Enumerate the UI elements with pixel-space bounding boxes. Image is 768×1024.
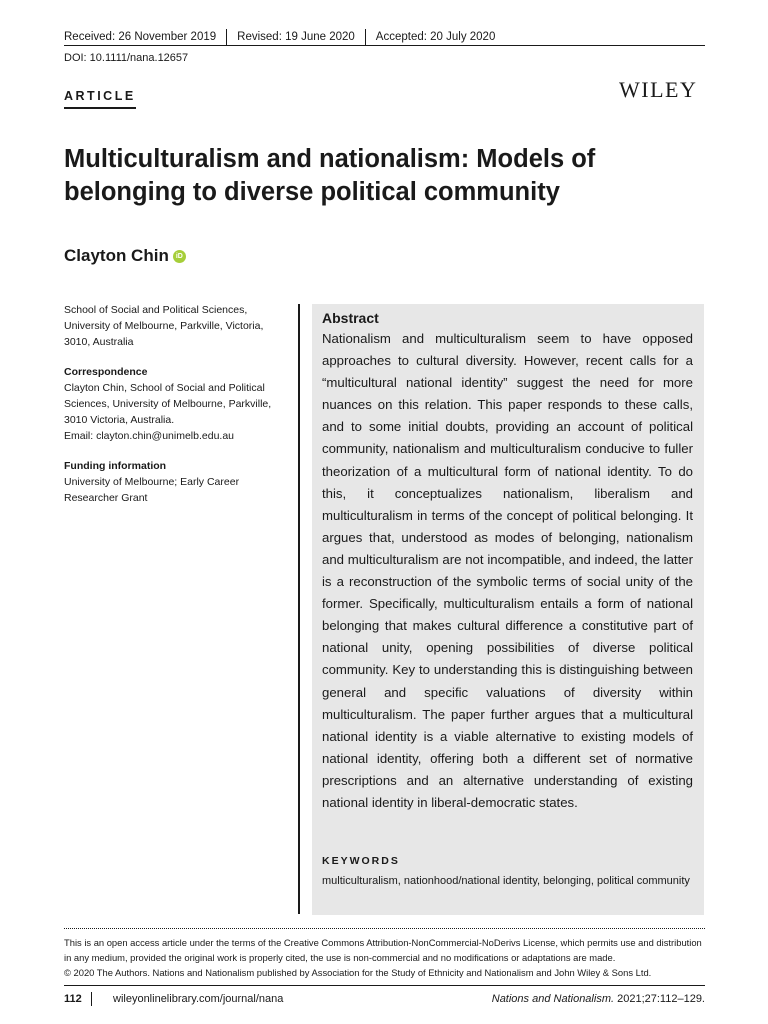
doi[interactable]: DOI: 10.1111/nana.12657: [64, 52, 189, 64]
received-date: Received: 26 November 2019: [64, 31, 217, 43]
journal-url[interactable]: wileyonlinelibrary.com/journal/nana: [113, 993, 284, 1005]
article-type-label: ARTICLE: [64, 88, 136, 109]
footnote-rule: [64, 928, 705, 929]
accepted-date: Accepted: 20 July 2020: [365, 29, 506, 45]
abstract-text: Nationalism and multiculturalism seem to have opposed approaches to cultural diversity. However, recent calls for a “multicultural national identity” suggest the need for more nuances on this relation. This paper responds to these calls, and to some initial doubts, providing an account of political community, nationalism and multiculturalism conducive to fuller theorization of a multicultural form of national identity. To do this, it conceptualizes nationalism, liberalism and multiculturalism in terms of the concept of political belonging. It argues that, understood as modes of belonging, nationalism and multiculturalism are not incompatible, and indeed, the latter is a reconstruction of the symbolic terms of social unity of the former. Specifically, multiculturalism entails a form of national belonging that makes cultural difference a constitutive part of national unity, opening possibilities of diverse political community. Key to understanding this is distinguishing between general and specific valuations of diversity within multiculturalism. The paper further argues that a multicultural national identity is a viable alternative to existing models of national identity, offering both a different set of normative prescriptions and an alternative understanding of existing national identity in liberal-democratic states.: [322, 331, 693, 810]
correspondence-text: Clayton Chin, School of Social and Political Sciences, University of Melbourne, Parkville, 3010 Victoria, Australia.: [64, 382, 272, 426]
journal-name: Nations and Nationalism.: [491, 993, 615, 1005]
footer-rule: [64, 985, 705, 986]
revised-date: Revised: 19 June 2020: [226, 29, 365, 45]
funding-heading: Funding information: [64, 460, 167, 472]
license-text: This is an open access article under the terms of the Creative Commons Attribution-NonCommercial-NoDerivs License, which permits use and distribution in any medium, provided the original work is properly cited, the use is non-commercial and no modifications or adaptations are made.: [64, 937, 702, 963]
funding-block: [64, 458, 289, 506]
volume-pages: 2021;27:112–129.: [617, 993, 705, 1005]
correspondence-block: [64, 364, 289, 444]
publication-dates: [64, 29, 505, 45]
funding-text: University of Melbourne; Early Career Researcher Grant: [64, 476, 240, 504]
author-name[interactable]: Clayton Chin: [64, 246, 169, 265]
copyright-text: © 2020 The Authors. Nations and Nationalism published by Association for the Study of Ethnicity and Nationalism and John Wiley & Sons Ltd.: [64, 967, 652, 978]
keywords-heading: KEYWORDS: [322, 855, 400, 867]
orcid-icon[interactable]: iD: [173, 250, 186, 263]
header-rule: [64, 45, 705, 46]
paper-title: Multiculturalism and nationalism: Models of belonging to diverse political community: [64, 145, 596, 206]
correspondence-heading: Correspondence: [64, 366, 148, 378]
column-divider: [298, 304, 300, 914]
affiliation: School of Social and Political Sciences, University of Melbourne, Parkville, Victoria, 3010, Australia: [64, 304, 264, 348]
abstract-heading: Abstract: [322, 310, 379, 326]
page-number: 112: [64, 992, 92, 1006]
journal-citation: [492, 992, 705, 1006]
wiley-logo: WILEY: [619, 77, 698, 102]
keywords-list: multiculturalism, nationhood/national identity, belonging, political community: [322, 875, 690, 887]
correspondence-email[interactable]: Email: clayton.chin@unimelb.edu.au: [64, 430, 234, 442]
author: [64, 245, 186, 267]
license-note: [64, 935, 705, 980]
